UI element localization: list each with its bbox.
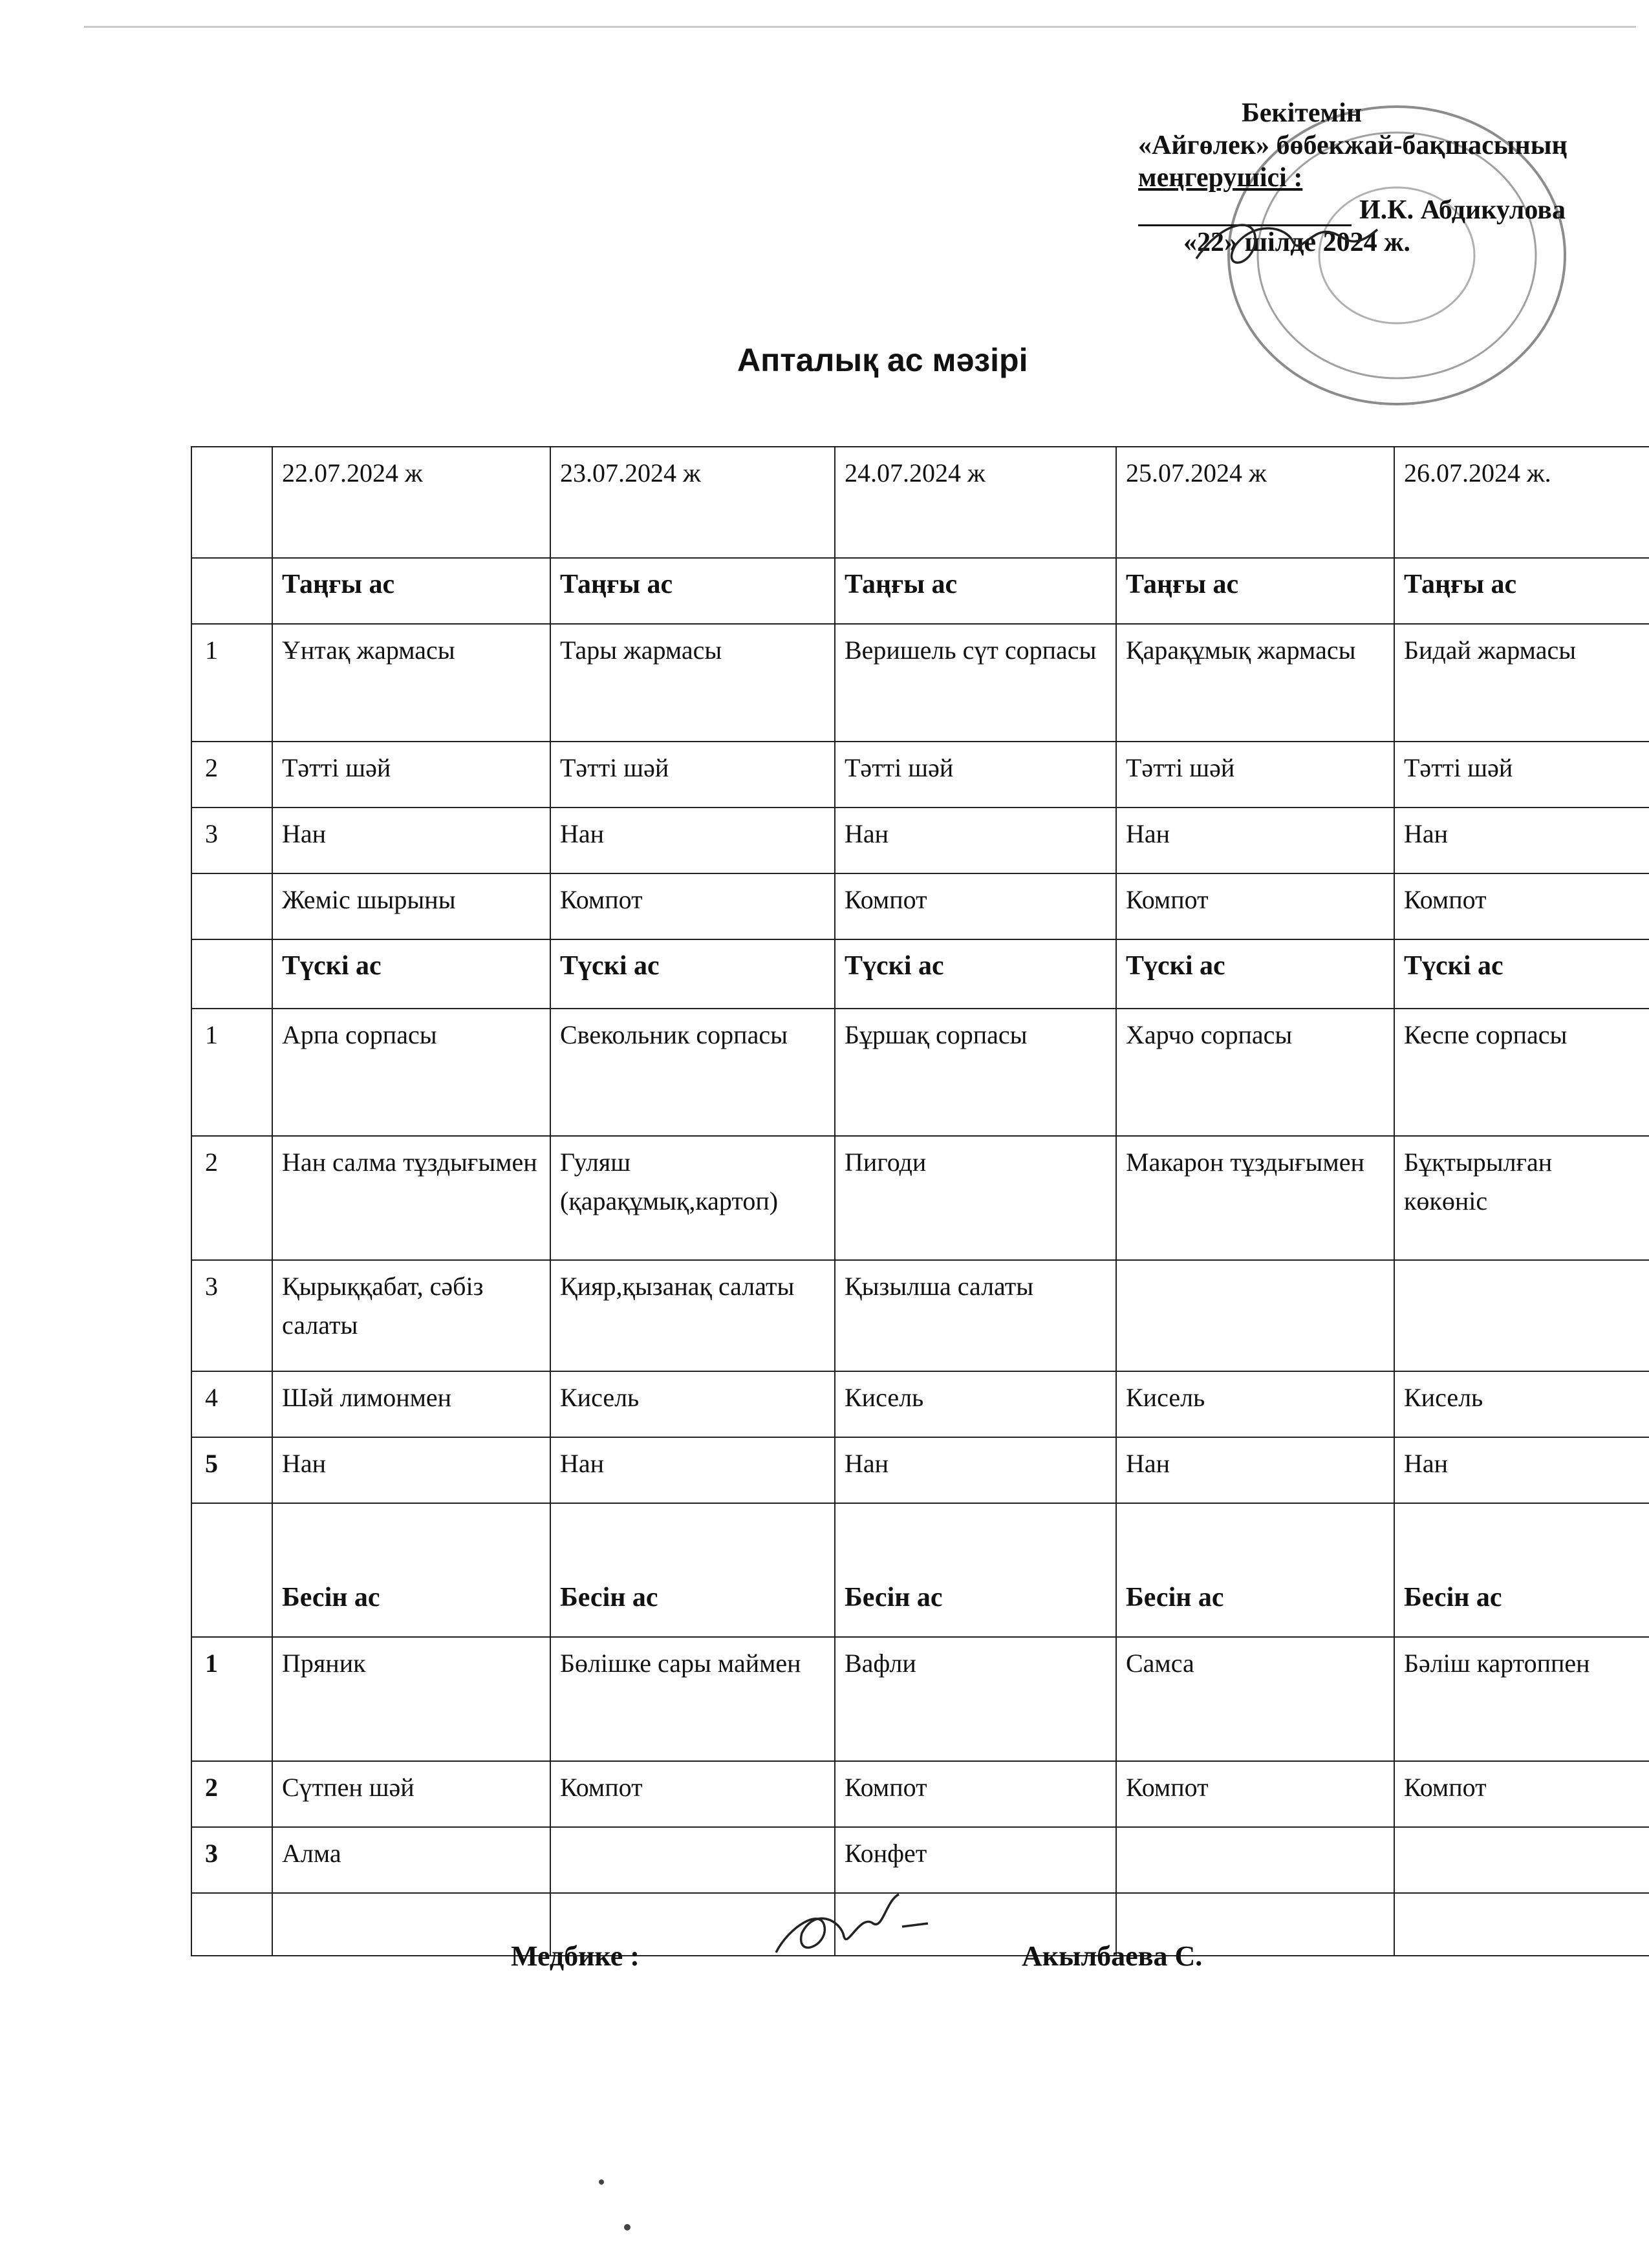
dish-cell: Кисель bbox=[1394, 1371, 1649, 1437]
director-name: И.К. Абдикулова bbox=[1359, 195, 1566, 225]
dish-cell: Нан bbox=[272, 1437, 550, 1503]
dish-cell: Бұршақ сорпасы bbox=[835, 1009, 1116, 1136]
dish-cell: Пряник bbox=[272, 1637, 550, 1761]
date-cell: 22.07.2024 ж bbox=[272, 447, 550, 558]
director-signature bbox=[1183, 207, 1397, 278]
dish-cell: Компот bbox=[1116, 873, 1394, 939]
date-cell: 23.07.2024 ж bbox=[550, 447, 835, 558]
dish-cell bbox=[550, 1827, 835, 1893]
scan-edge-line bbox=[84, 26, 1636, 28]
menu-item-row bbox=[191, 1009, 1649, 1136]
section-heading-row bbox=[191, 939, 1649, 1009]
dish-cell: Шәй лимонмен bbox=[272, 1371, 550, 1437]
dish-cell: Компот bbox=[835, 873, 1116, 939]
dish-cell: Ұнтақ жармасы bbox=[272, 624, 550, 742]
dish-cell: Нан bbox=[835, 1437, 1116, 1503]
dish-cell: Бұқтырылған көкөніс bbox=[1394, 1136, 1649, 1260]
heading-number-cell bbox=[191, 558, 272, 624]
dish-cell: Компот bbox=[550, 873, 835, 939]
heading-number-cell bbox=[191, 1503, 272, 1637]
meal-heading-cell: Түскі ас bbox=[550, 939, 835, 1009]
dish-cell bbox=[1116, 1260, 1394, 1371]
dish-cell: Кисель bbox=[550, 1371, 835, 1437]
dish-cell: Вафли bbox=[835, 1637, 1116, 1761]
dish-cell bbox=[272, 1893, 550, 1956]
dish-cell bbox=[1394, 1260, 1649, 1371]
dish-cell: Нан bbox=[1116, 808, 1394, 873]
page-title: Апталық ас мәзірі bbox=[737, 342, 1028, 378]
dish-cell: Гуляш (қарақұмық,картоп) bbox=[550, 1136, 835, 1260]
date-cell: 24.07.2024 ж bbox=[835, 447, 1116, 558]
dish-cell: Нан bbox=[1116, 1437, 1394, 1503]
dish-cell: Алма bbox=[272, 1827, 550, 1893]
meal-heading-cell: Түскі ас bbox=[1116, 939, 1394, 1009]
menu-item-row bbox=[191, 1637, 1649, 1761]
menu-item-row bbox=[191, 1827, 1649, 1893]
dish-cell: Пигоди bbox=[835, 1136, 1116, 1260]
approval-title: Бекітемін bbox=[1242, 98, 1363, 128]
meal-heading-cell: Бесін ас bbox=[835, 1503, 1116, 1637]
approval-organization: «Айгөлек» бөбекжай-бақшасының bbox=[1138, 131, 1568, 160]
dish-cell: Нан салма тұздығымен bbox=[272, 1136, 550, 1260]
corner-cell bbox=[191, 447, 272, 558]
menu-table-body bbox=[191, 447, 1649, 1956]
menu-item-row bbox=[191, 1437, 1649, 1503]
dish-cell: Харчо сорпасы bbox=[1116, 1009, 1394, 1136]
meal-heading-cell: Бесін ас bbox=[1394, 1503, 1649, 1637]
dish-cell: Тәтті шәй bbox=[272, 742, 550, 808]
dish-cell: Свекольник сорпасы bbox=[550, 1009, 835, 1136]
dish-cell: Нан bbox=[835, 808, 1116, 873]
section-heading-row bbox=[191, 1503, 1649, 1637]
dish-cell: Компот bbox=[1394, 873, 1649, 939]
nurse-signature bbox=[763, 1888, 944, 1972]
dish-cell: Қырыққабат, сәбіз салаты bbox=[272, 1260, 550, 1371]
meal-heading-cell: Түскі ас bbox=[835, 939, 1116, 1009]
row-number-cell: 3 bbox=[191, 808, 272, 873]
meal-heading-cell: Таңғы ас bbox=[1116, 558, 1394, 624]
dish-cell: Веришель сүт сорпасы bbox=[835, 624, 1116, 742]
dish-cell: Тәтті шәй bbox=[1116, 742, 1394, 808]
meal-heading-cell: Бесін ас bbox=[272, 1503, 550, 1637]
dish-cell: Нан bbox=[1394, 808, 1649, 873]
approval-position: меңгерушісі : bbox=[1138, 163, 1303, 193]
heading-number-cell bbox=[191, 939, 272, 1009]
section-heading-row bbox=[191, 558, 1649, 624]
nurse-label: Медбике : bbox=[511, 1940, 640, 1972]
dish-cell: Кисель bbox=[1116, 1371, 1394, 1437]
meal-heading-cell: Түскі ас bbox=[1394, 939, 1649, 1009]
dish-cell: Тәтті шәй bbox=[835, 742, 1116, 808]
row-number-cell: 2 bbox=[191, 1761, 272, 1827]
dish-cell: Қияр,қызанақ салаты bbox=[550, 1260, 835, 1371]
menu-item-row bbox=[191, 1260, 1649, 1371]
dish-cell: Нан bbox=[550, 808, 835, 873]
row-number-cell: 5 bbox=[191, 1437, 272, 1503]
meal-heading-cell: Таңғы ас bbox=[1394, 558, 1649, 624]
row-number-cell: 2 bbox=[191, 742, 272, 808]
meal-heading-cell: Түскі ас bbox=[272, 939, 550, 1009]
dish-cell: Жеміс шырыны bbox=[272, 873, 550, 939]
date-cell: 26.07.2024 ж. bbox=[1394, 447, 1649, 558]
menu-item-row bbox=[191, 1136, 1649, 1260]
dish-cell: Кисель bbox=[835, 1371, 1116, 1437]
dish-cell: Бәліш картоппен bbox=[1394, 1637, 1649, 1761]
row-number-cell: 1 bbox=[191, 1009, 272, 1136]
meal-heading-cell: Таңғы ас bbox=[835, 558, 1116, 624]
dish-cell: Сүтпен шәй bbox=[272, 1761, 550, 1827]
row-number-cell: 4 bbox=[191, 1371, 272, 1437]
dish-cell: Конфет bbox=[835, 1827, 1116, 1893]
menu-item-row bbox=[191, 1371, 1649, 1437]
dish-cell: Тәтті шәй bbox=[1394, 742, 1649, 808]
row-number-cell: 2 bbox=[191, 1136, 272, 1260]
meal-heading-cell: Бесін ас bbox=[1116, 1503, 1394, 1637]
dish-cell: Қарақұмық жармасы bbox=[1116, 624, 1394, 742]
dish-cell bbox=[1394, 1893, 1649, 1956]
dish-cell: Самса bbox=[1116, 1637, 1394, 1761]
weekly-menu-table bbox=[191, 446, 1649, 1956]
menu-item-row bbox=[191, 742, 1649, 808]
dish-cell: Арпа сорпасы bbox=[272, 1009, 550, 1136]
dish-cell bbox=[1116, 1827, 1394, 1893]
date-cell: 25.07.2024 ж bbox=[1116, 447, 1394, 558]
dish-cell: Кеспе сорпасы bbox=[1394, 1009, 1649, 1136]
menu-item-row bbox=[191, 808, 1649, 873]
meal-heading-cell: Бесін ас bbox=[550, 1503, 835, 1637]
row-number-cell bbox=[191, 1893, 272, 1956]
row-number-cell: 3 bbox=[191, 1827, 272, 1893]
dish-cell: Компот bbox=[550, 1761, 835, 1827]
row-number-cell: 1 bbox=[191, 1637, 272, 1761]
menu-item-row bbox=[191, 1761, 1649, 1827]
menu-item-row bbox=[191, 624, 1649, 742]
nurse-name: Акылбаева С. bbox=[1022, 1940, 1203, 1972]
dish-cell: Компот bbox=[1116, 1761, 1394, 1827]
menu-item-row bbox=[191, 873, 1649, 939]
dish-cell: Бидай жармасы bbox=[1394, 624, 1649, 742]
dish-cell: Нан bbox=[550, 1437, 835, 1503]
dish-cell: Макарон тұздығымен bbox=[1116, 1136, 1394, 1260]
dates-row bbox=[191, 447, 1649, 558]
approval-date: «22» шілде 2024 ж. bbox=[1183, 228, 1411, 257]
dish-cell: Тәтті шәй bbox=[550, 742, 835, 808]
row-number-cell: 3 bbox=[191, 1260, 272, 1371]
dish-cell: Нан bbox=[272, 808, 550, 873]
dish-cell: Қызылша салаты bbox=[835, 1260, 1116, 1371]
dish-cell: Компот bbox=[835, 1761, 1116, 1827]
meal-heading-cell: Таңғы ас bbox=[550, 558, 835, 624]
meal-heading-cell: Таңғы ас bbox=[272, 558, 550, 624]
row-number-cell bbox=[191, 873, 272, 939]
dish-cell: Тары жармасы bbox=[550, 624, 835, 742]
scan-speck-marks bbox=[595, 2169, 634, 2240]
dish-cell: Бөлішке сары маймен bbox=[550, 1637, 835, 1761]
dish-cell: Компот bbox=[1394, 1761, 1649, 1827]
dish-cell bbox=[1394, 1827, 1649, 1893]
row-number-cell: 1 bbox=[191, 624, 272, 742]
dish-cell: Нан bbox=[1394, 1437, 1649, 1503]
